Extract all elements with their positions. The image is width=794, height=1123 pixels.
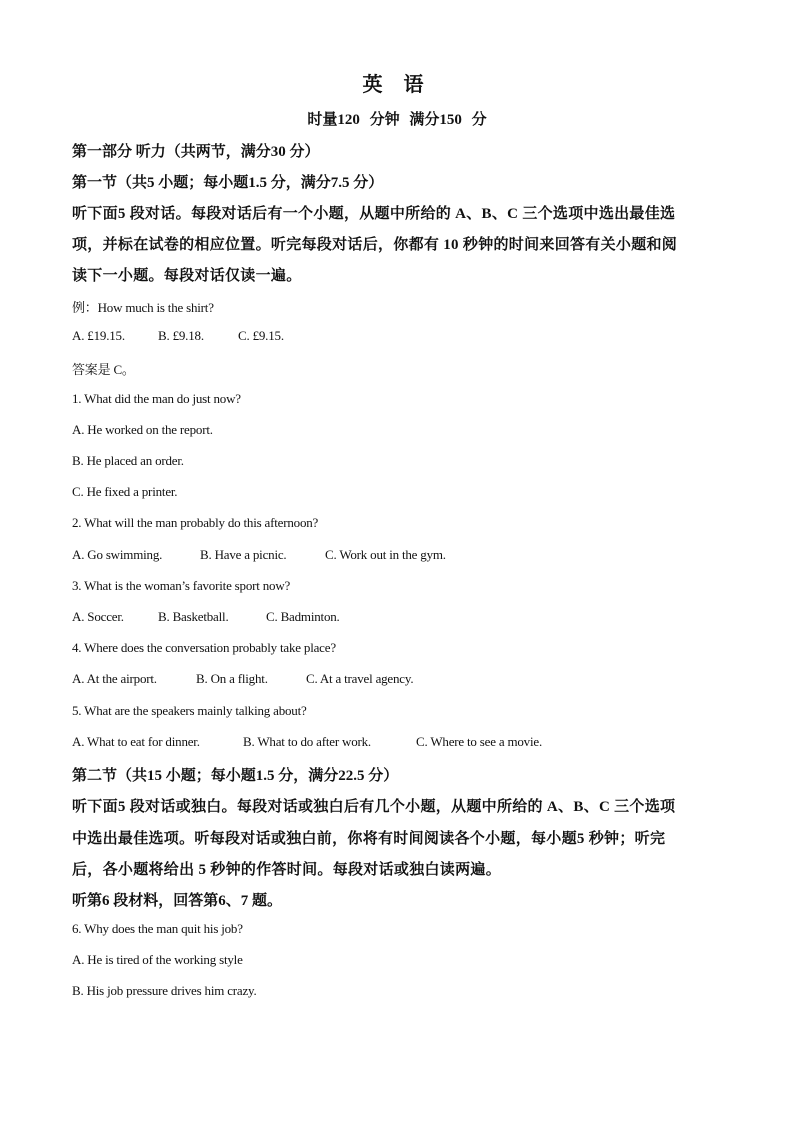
q2-option-c: C. Work out in the gym. — [325, 547, 446, 562]
example-option-a: A. £19.15. — [72, 328, 125, 343]
exam-time-score: 时量120 分钟 满分150 分 — [307, 112, 487, 128]
q4-option-b: B. On a flight. — [196, 671, 268, 686]
q2-option-a: A. Go swimming. — [72, 547, 163, 562]
section2-instruction-line-3: 后，各小题将给出 5 秒钟的作答时间。每段对话或独白读两遍。 — [72, 862, 502, 878]
q3-option-c: C. Badminton. — [266, 609, 340, 624]
q4-option-a: A. At the airport. — [72, 671, 157, 686]
q2-question: 2. What will the man probably do this afternoon? — [72, 515, 319, 530]
q2-option-b: B. Have a picnic. — [200, 547, 287, 562]
example-question: 例：How much is the shirt? — [72, 300, 214, 315]
q6-option-a: A. He is tired of the working style — [72, 952, 243, 967]
example-option-c: C. £9.15. — [238, 328, 284, 343]
q1-question: 1. What did the man do just now? — [72, 391, 241, 406]
section2-instruction-line-2: 中选出最佳选项。听每段对话或独白前，你将有时间阅读各个小题，每小题5 秒钟；听完 — [72, 831, 666, 847]
q3-question: 3. What is the woman’s favorite sport now? — [72, 578, 291, 593]
q5-option-c: C. Where to see a movie. — [416, 734, 542, 749]
q4-option-c: C. At a travel agency. — [306, 671, 414, 686]
q3-option-b: B. Basketball. — [158, 609, 229, 624]
q5-option-a: A. What to eat for dinner. — [72, 734, 200, 749]
q6-option-b: B. His job pressure drives him crazy. — [72, 983, 257, 998]
page-title: 英 语 — [362, 74, 432, 96]
q4-options — [72, 671, 732, 687]
q6-question: 6. Why does the man quit his job? — [72, 921, 243, 936]
example-answer: 答案是 C。 — [72, 362, 135, 377]
section1-instruction-line-2: 项，并标在试卷的相应位置。听完每段对话后，你都有 10 秒钟的时间来回答有关小题和阅 — [72, 237, 678, 253]
section1-instruction-line-3: 读下一小题。每段对话仅读一遍。 — [72, 268, 302, 284]
section1-heading: 第一节（共5 小题；每小题1.5 分，满分7.5 分） — [72, 175, 384, 191]
section1-instruction-line-1: 听下面5 段对话。每段对话后有一个小题，从题中所给的 A、B、C 三个选项中选出最佳选 — [72, 206, 676, 222]
example-options — [72, 328, 732, 344]
q1-option-c: C. He fixed a printer. — [72, 484, 178, 499]
material6-heading: 听第6 段材料，回答第6、7 题。 — [72, 893, 283, 909]
section2-instruction-line-1: 听下面5 段对话或独白。每段对话或独白后有几个小题，从题中所给的 A、B、C 三个选项 — [72, 799, 676, 815]
q5-options — [72, 734, 732, 750]
q4-question: 4. Where does the conversation probably take place? — [72, 640, 336, 655]
q5-question: 5. What are the speakers mainly talking about? — [72, 703, 307, 718]
q1-option-a: A. He worked on the report. — [72, 422, 213, 437]
q2-options — [72, 547, 732, 563]
q5-option-b: B. What to do after work. — [243, 734, 371, 749]
q1-option-b: B. He placed an order. — [72, 453, 184, 468]
section2-heading: 第二节（共15 小题；每小题1.5 分，满分22.5 分） — [72, 768, 399, 784]
example-option-b: B. £9.18. — [158, 328, 204, 343]
q3-option-a: A. Soccer. — [72, 609, 124, 624]
part1-heading: 第一部分 听力（共两节，满分30 分） — [72, 144, 320, 160]
q3-options — [72, 609, 732, 625]
